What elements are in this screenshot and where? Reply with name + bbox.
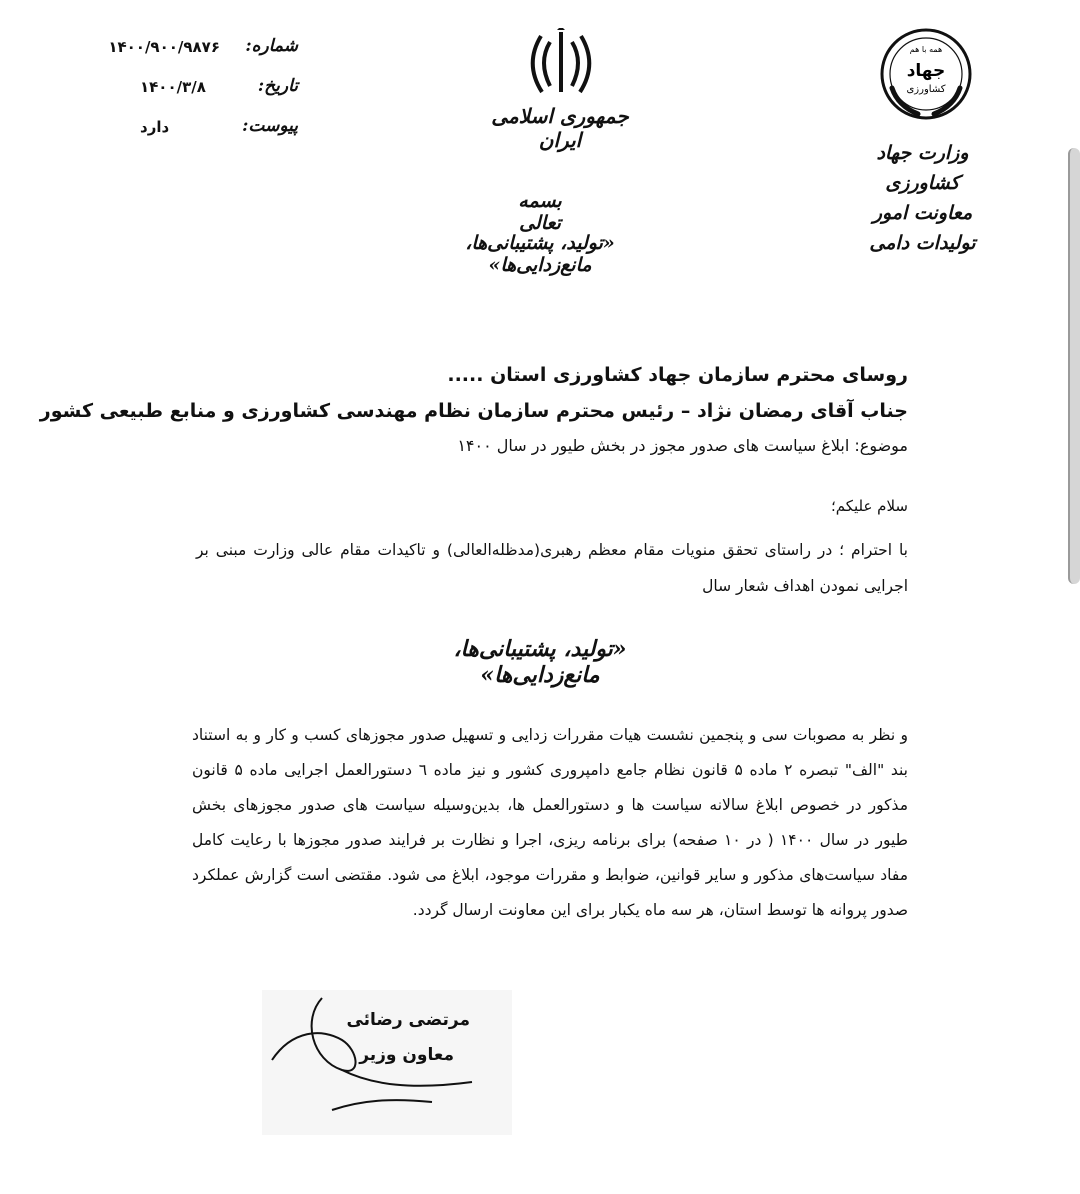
letter-attachment [110, 116, 310, 144]
body-paragraph-1: با احترام ؛ در راستای تحقق منویات مقام معظم رهبری(مدظله‌العالی) و تاکیدات مقام عالی وزارت مبنی بر اجرایی نمودن اهداف شعار سال [196, 541, 908, 595]
handwritten-signature [262, 990, 512, 1135]
greeting: سلام علیکم؛ [830, 497, 908, 515]
subject-line: موضوع: ابلاغ سیاست های صدور مجوز در بخش طیور در سال ۱۴۰۰ [457, 436, 908, 455]
attachment-value: دارد [140, 118, 170, 136]
signatory-name: مرتضی رضائی [346, 1010, 470, 1030]
date-value: ۱۴۰۰/۳/۸ [140, 78, 206, 96]
scrollbar[interactable] [1068, 148, 1080, 584]
letter-number [110, 36, 310, 64]
republic-title: جمهوری اسلامی ایران [491, 104, 629, 152]
recipient-line-1: روسای محترم سازمان جهاد کشاورزی استان ..... [447, 364, 908, 386]
ministry-block [840, 138, 1005, 258]
logo-main-text: جهاد [906, 61, 946, 81]
letter-date [110, 76, 310, 104]
signatory-title: معاون وزیر [359, 1045, 454, 1065]
date-label: تاریخ: [257, 76, 298, 96]
deputy-name: معاونت امور تولیدات دامی [869, 202, 976, 254]
iran-emblem [528, 28, 594, 98]
bismillah: بسمه تعالی [518, 190, 562, 234]
header-slogan: «تولید، پشتیبانی‌ها، مانع‌زدایی‌ها» [465, 232, 615, 276]
logo-ring-text: همه با هم [909, 45, 943, 54]
body-slogan: «تولید، پشتیبانی‌ها، مانع‌زدایی‌ها» [453, 636, 627, 688]
jahad-logo-icon [878, 26, 974, 122]
attachment-label: پیوست: [242, 116, 298, 136]
number-label: شماره: [245, 36, 298, 56]
signature-icon [262, 990, 512, 1135]
iran-emblem-icon [528, 28, 594, 98]
number-value: ۱۴۰۰/۹۰۰/۹۸۷۶ [108, 38, 220, 56]
ministry-logo [878, 26, 974, 122]
body-paragraph-2: و نظر به مصوبات سی و پنجمین نشست هیات مقررات زدایی و تسهیل صدور مجوزهای کسب و کار و به استناد بند "الف" تبصره ۲ ماده ۵ قانون نظام جامع دامپروری کشور و نیز ماده ٦ دستورالعمل اجرایی ماده ۵ قانون مذکور در خصوص ابلاغ سالانه سیاست ها و دستورالعمل ها، بدین‌وسیله سیاست های صدور مجوزهای بخش طیور در سال ۱۴۰۰ ( در ۱۰ صفحه) برای برنامه ریزی، اجرا و نظارت بر فرایند صدور مجوزها با رعایت کامل مفاد سیاست‌های مذکور و سایر قوانین، ضوابط و مقررات موجود، ابلاغ می شود. مقتضی است گزارش عملکرد صدور پروانه ها توسط استان، هر سه ماه یکبار برای این معاونت ارسال گردد. [192, 726, 909, 919]
ministry-name: وزارت جهاد کشاورزی [876, 142, 969, 194]
logo-sub-text: کشاورزی [906, 84, 946, 95]
recipient-line-2: جناب آقای رمضان نژاد – رئیس محترم سازمان نظام مهندسی کشاورزی و منابع طبیعی کشور [39, 400, 908, 422]
